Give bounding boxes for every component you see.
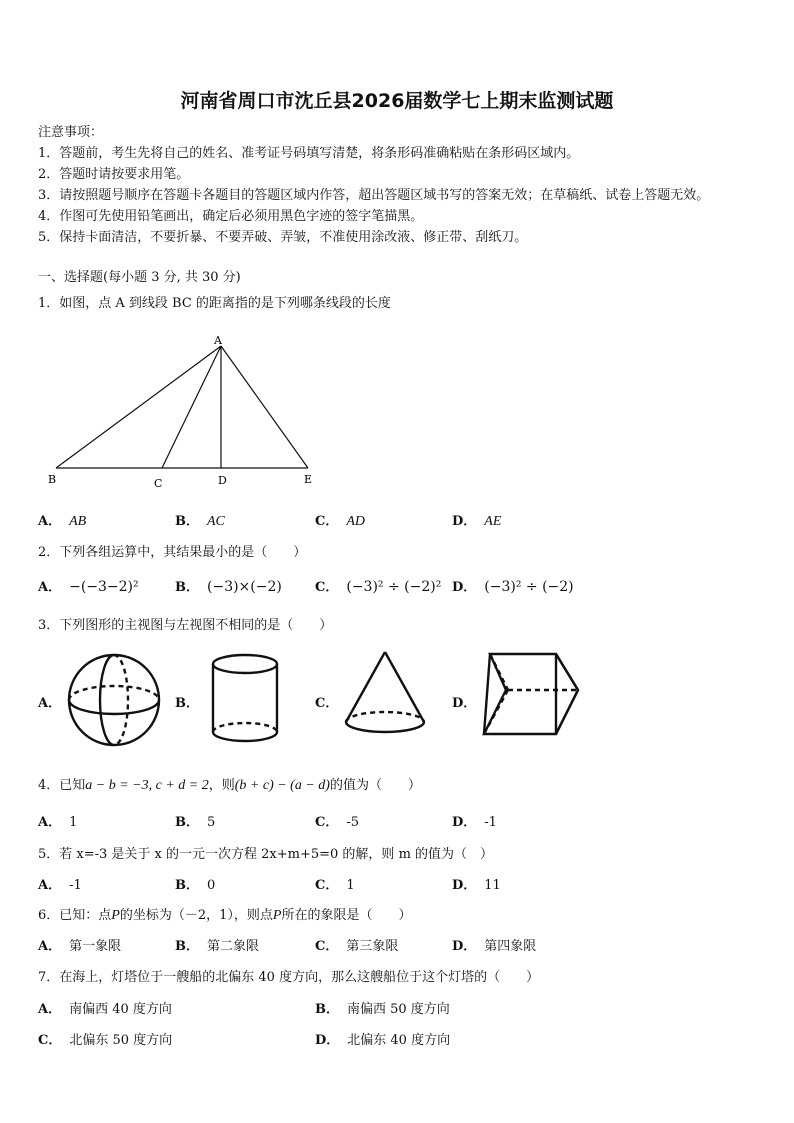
q7-option-c[interactable] bbox=[38, 1029, 172, 1048]
notice-item-1: 1．答题前，考生先将自己的姓名、准考证号码填写清楚，将条形码准确粘贴在条形码区域内。 bbox=[38, 146, 580, 161]
option-label: B． bbox=[175, 878, 199, 893]
prism-icon bbox=[478, 648, 588, 744]
q2-option-c[interactable] bbox=[315, 576, 441, 595]
option-label: A． bbox=[38, 580, 62, 595]
option-text: AE bbox=[484, 514, 502, 529]
option-text: (−3)² ÷ (−2)² bbox=[346, 579, 442, 595]
notice-item-2: 2．答题时请按要求用笔。 bbox=[38, 167, 190, 182]
option-text: (−3)² ÷ (−2) bbox=[484, 579, 574, 595]
option-label: A． bbox=[38, 939, 62, 954]
option-label: C． bbox=[315, 939, 339, 954]
option-label: A． bbox=[38, 514, 62, 529]
notice-heading: 注意事项： bbox=[38, 125, 104, 140]
point-label-B: B bbox=[48, 473, 57, 486]
option-text: 11 bbox=[484, 878, 501, 893]
segment-AB bbox=[56, 346, 221, 468]
point-label-A: A bbox=[214, 334, 222, 347]
option-label: C． bbox=[38, 1033, 62, 1048]
option-text: AC bbox=[207, 514, 225, 529]
option-label: D． bbox=[452, 514, 477, 529]
point-label-D: D bbox=[218, 474, 227, 487]
question-7-stem: 7．在海上，灯塔位于一艘船的北偏东 40 度方向，那么这艘船位于这个灯塔的（ ） bbox=[38, 970, 540, 985]
q5-option-b[interactable] bbox=[175, 874, 215, 893]
q3-option-b[interactable] bbox=[175, 692, 207, 711]
option-text: (−3)×(−2) bbox=[207, 579, 282, 595]
option-label: D． bbox=[452, 878, 477, 893]
option-text: 南偏西 40 度方向 bbox=[69, 1002, 172, 1017]
option-text: 第四象限 bbox=[484, 939, 537, 954]
option-label: D． bbox=[452, 696, 477, 711]
option-text: 第二象限 bbox=[207, 939, 260, 954]
q6-middle: 的坐标为（－2，1），则点 bbox=[119, 908, 273, 923]
option-text: 1 bbox=[69, 815, 78, 830]
option-text: -5 bbox=[346, 815, 360, 830]
option-label: B． bbox=[175, 815, 199, 830]
cone-icon bbox=[340, 648, 430, 740]
option-text: 南偏西 50 度方向 bbox=[347, 1002, 450, 1017]
q6-point-p: P bbox=[111, 908, 120, 923]
q2-option-b[interactable] bbox=[175, 576, 282, 595]
q4-expression: (b + c) − (a − d) bbox=[234, 778, 330, 793]
question-2-stem: 2．下列各组运算中，其结果最小的是（ ） bbox=[38, 545, 307, 560]
q4-middle: ，则 bbox=[208, 778, 235, 793]
option-text: 第一象限 bbox=[69, 939, 122, 954]
option-text: 北偏东 40 度方向 bbox=[347, 1033, 451, 1048]
option-text: 北偏东 50 度方向 bbox=[69, 1033, 173, 1048]
option-text: 1 bbox=[346, 878, 355, 893]
point-label-E: E bbox=[304, 473, 313, 486]
notice-item-4: 4．作图可先使用铅笔画出，确定后必须用黑色字迹的签字笔描黑。 bbox=[38, 209, 424, 224]
q1-option-c[interactable] bbox=[315, 510, 365, 530]
option-label: D． bbox=[452, 580, 477, 595]
question-6-stem bbox=[38, 904, 411, 924]
section-heading: 一、选择题(每小题 3 分, 共 30 分) bbox=[38, 270, 241, 285]
q4-prefix: 4．已知 bbox=[38, 778, 86, 793]
option-label: B． bbox=[315, 1002, 339, 1017]
option-text: −(−3−2)² bbox=[69, 579, 139, 595]
option-label: C． bbox=[315, 580, 339, 595]
notice-item-5: 5．保持卡面清洁，不要折暴、不要弄破、弄皱，不准使用涂改液、修正带、刮纸刀。 bbox=[38, 230, 528, 245]
q7-option-b[interactable] bbox=[315, 998, 450, 1017]
q4-option-a[interactable] bbox=[38, 811, 77, 830]
q1-option-d[interactable] bbox=[452, 510, 501, 530]
segment-AC bbox=[162, 346, 221, 468]
q4-condition: a − b = −3, c + d = 2 bbox=[85, 778, 209, 793]
option-text: 第三象限 bbox=[346, 939, 399, 954]
option-label: D． bbox=[452, 939, 477, 954]
option-label: C． bbox=[315, 696, 339, 711]
q5-option-a[interactable] bbox=[38, 874, 82, 893]
option-text: -1 bbox=[484, 815, 497, 830]
q4-option-b[interactable] bbox=[175, 811, 215, 830]
option-text: AB bbox=[69, 514, 87, 529]
option-text: AD bbox=[346, 514, 366, 529]
option-label: A． bbox=[38, 696, 62, 711]
q4-option-d[interactable] bbox=[452, 811, 497, 830]
option-label: B． bbox=[175, 939, 199, 954]
q4-suffix: 的值为（ ） bbox=[329, 778, 421, 793]
option-label: A． bbox=[38, 815, 62, 830]
option-label: D． bbox=[315, 1033, 340, 1048]
q7-option-d[interactable] bbox=[315, 1029, 450, 1048]
triangle-figure bbox=[40, 330, 330, 495]
option-label: D． bbox=[452, 815, 477, 830]
q4-option-c[interactable] bbox=[315, 811, 359, 830]
option-label: C． bbox=[315, 514, 339, 529]
q6-option-b[interactable] bbox=[175, 935, 259, 954]
option-label: A． bbox=[38, 878, 62, 893]
point-label-C: C bbox=[154, 477, 163, 490]
option-label: B． bbox=[175, 514, 199, 529]
q2-option-d[interactable] bbox=[452, 576, 574, 595]
question-3-stem: 3．下列图形的主视图与左视图不相同的是（ ） bbox=[38, 618, 333, 633]
option-label: B． bbox=[175, 696, 199, 711]
cylinder-icon bbox=[205, 650, 285, 750]
option-label: A． bbox=[38, 1002, 62, 1017]
page-title: 河南省周口市沈丘县2026届数学七上期末监测试题 bbox=[180, 90, 614, 112]
option-text: 5 bbox=[207, 815, 216, 830]
notice-item-3: 3．请按照题号顺序在答题卡各题目的答题区域内作答，超出答题区域书写的答案无效；在草稿纸、试卷上答题无效。 bbox=[38, 188, 710, 203]
q6-point-p-2: P bbox=[272, 908, 282, 923]
question-5-stem: 5．若 x=-3 是关于 x 的一元一次方程 2x+m+5=0 的解，则 m 的值为（ ） bbox=[38, 847, 494, 862]
question-1-stem: 1．如图，点 A 到线段 BC 的距离指的是下列哪条线段的长度 bbox=[38, 296, 391, 311]
option-label: B． bbox=[175, 580, 199, 595]
q6-option-d[interactable] bbox=[452, 935, 536, 954]
q6-suffix: 所在的象限是（ ） bbox=[281, 908, 412, 923]
q1-option-a[interactable] bbox=[38, 510, 86, 530]
q7-option-a[interactable] bbox=[38, 998, 172, 1017]
q5-option-d[interactable] bbox=[452, 874, 501, 893]
option-text: -1 bbox=[69, 878, 82, 893]
sphere-icon bbox=[64, 650, 164, 750]
q6-prefix: 6．已知：点 bbox=[38, 908, 112, 923]
option-label: C． bbox=[315, 815, 339, 830]
q6-option-c[interactable] bbox=[315, 935, 398, 954]
q2-option-a[interactable] bbox=[38, 576, 139, 595]
option-text: 0 bbox=[207, 878, 216, 893]
q6-option-a[interactable] bbox=[38, 935, 121, 954]
q5-option-c[interactable] bbox=[315, 874, 355, 893]
option-label: C． bbox=[315, 878, 339, 893]
q1-option-b[interactable] bbox=[175, 510, 225, 530]
question-4-stem bbox=[38, 774, 421, 794]
segment-AE bbox=[221, 346, 308, 468]
